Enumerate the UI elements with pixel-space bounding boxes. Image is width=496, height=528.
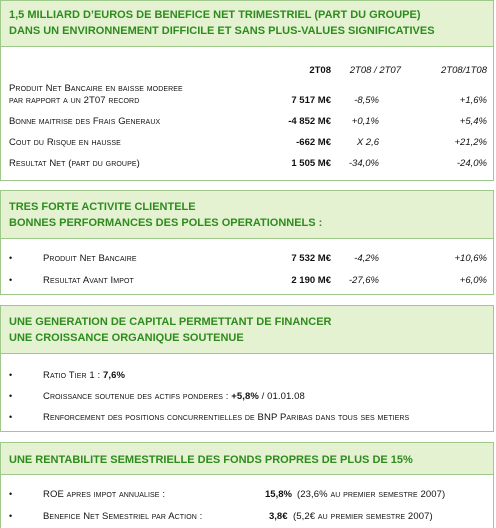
row-pnb-label-2: par rapport a un 2T07 record bbox=[9, 95, 140, 106]
row-risque-var-1t08: +21,2% bbox=[454, 137, 487, 148]
tier1-value: 7,6% bbox=[102, 370, 126, 381]
panel-title-line-2: DANS UN ENVIRONNEMENT DIFFICILE ET SANS PLUS-VALUES SIGNIFICATIVES bbox=[9, 25, 435, 37]
bullet-icon: • bbox=[9, 370, 13, 380]
row-pnb-var-1t08: +1,6% bbox=[459, 95, 487, 106]
row-resultat-var-1t08: -24,0% bbox=[456, 158, 487, 169]
bnpa-value: 3,8€ bbox=[269, 511, 288, 522]
panel-title-line-2: BONNES PERFORMANCES DES POLES OPERATIONNELS : bbox=[9, 217, 323, 229]
row-pnb-value: 7 532 M€ bbox=[291, 253, 331, 264]
row-frais-value: -4 852 M€ bbox=[288, 116, 331, 127]
tier1-label: Ratio Tier 1 : bbox=[43, 370, 103, 381]
bullet-icon: • bbox=[9, 253, 13, 263]
row-rai-value: 2 190 M€ bbox=[291, 275, 331, 286]
growth-date: / 01.01.08 bbox=[258, 391, 305, 402]
row-rai-label: Resultat Avant Impot bbox=[43, 275, 134, 286]
positions-item: Renforcement des positions concurrentielles de BNP Paribas dans tous ses metiers bbox=[43, 412, 410, 423]
row-rai-var-2t07: -27,6% bbox=[348, 275, 379, 286]
panel-header bbox=[1, 443, 493, 475]
row-rai-var-1t08: +6,0% bbox=[459, 275, 487, 286]
roe-label: ROE apres impot annualise : bbox=[43, 489, 166, 500]
col-header-vs-2t07: 2T08 / 2T07 bbox=[349, 65, 401, 76]
panel-title-line-1: 1,5 MILLIARD D’EUROS DE BENEFICE NET TRIMESTRIEL (PART DU GROUPE) bbox=[9, 9, 421, 21]
panel-title-line-2: UNE CROISSANCE ORGANIQUE SOUTENUE bbox=[9, 332, 244, 344]
row-frais-label: Bonne maitrise des Frais Generaux bbox=[9, 116, 161, 127]
bnpa-note: (5,2€ au premier semestre 2007) bbox=[293, 511, 433, 522]
row-pnb-var-2t07: -4,2% bbox=[354, 253, 379, 264]
row-risque-var-2t07: X 2,6 bbox=[356, 137, 379, 148]
bullet-icon: • bbox=[9, 391, 13, 401]
panel-capital-generation bbox=[0, 305, 494, 432]
panel-header bbox=[1, 1, 493, 47]
row-pnb-var-1t08: +10,6% bbox=[454, 253, 487, 264]
panel-header bbox=[1, 191, 493, 239]
row-risque-label: Cout du Risque en hausse bbox=[9, 137, 121, 148]
panel-header bbox=[1, 306, 493, 354]
row-resultat-label: Resultat Net (part du groupe) bbox=[9, 158, 140, 169]
row-resultat-value: 1 505 M€ bbox=[291, 158, 331, 169]
row-frais-var-2t07: +0,1% bbox=[351, 116, 379, 127]
bullet-icon: • bbox=[9, 489, 13, 499]
panel-profitability bbox=[0, 442, 494, 528]
row-frais-var-1t08: +5,4% bbox=[459, 116, 487, 127]
col-header-vs-1t08: 2T08/1T08 bbox=[441, 65, 487, 76]
row-pnb-var-2t07: -8,5% bbox=[354, 95, 379, 106]
row-pnb-label-1: Produit Net Bancaire en baisse moderee bbox=[9, 83, 183, 94]
row-risque-value: -662 M€ bbox=[296, 137, 331, 148]
tier1-item bbox=[43, 370, 125, 381]
row-pnb-label: Produit Net Bancaire bbox=[43, 253, 137, 264]
bnpa-label: Benefice Net Semestriel par Action : bbox=[43, 511, 203, 522]
row-resultat-var-2t07: -34,0% bbox=[348, 158, 379, 169]
panel-title-line-1: TRES FORTE ACTIVITE CLIENTELE bbox=[9, 201, 196, 213]
bullet-icon: • bbox=[9, 511, 13, 521]
roe-value: 15,8% bbox=[265, 489, 292, 500]
growth-label: Croissance soutenue des actifs ponderes : bbox=[43, 391, 232, 402]
panel-quarterly-results bbox=[0, 0, 494, 181]
panel-client-activity bbox=[0, 190, 494, 295]
panel-title-line-1: UNE RENTABILITE SEMESTRIELLE DES FONDS PROPRES DE PLUS DE 15% bbox=[9, 454, 413, 466]
panel-title-line-1: UNE GENERATION DE CAPITAL PERMETTANT DE FINANCER bbox=[9, 316, 332, 328]
growth-item bbox=[43, 391, 305, 402]
bullet-icon: • bbox=[9, 275, 13, 285]
growth-value: +5,8% bbox=[231, 391, 259, 402]
col-header-2t08: 2T08 bbox=[309, 65, 331, 76]
roe-note: (23,6% au premier semestre 2007) bbox=[297, 489, 446, 500]
row-pnb-value: 7 517 M€ bbox=[291, 95, 331, 106]
bullet-icon: • bbox=[9, 412, 13, 422]
